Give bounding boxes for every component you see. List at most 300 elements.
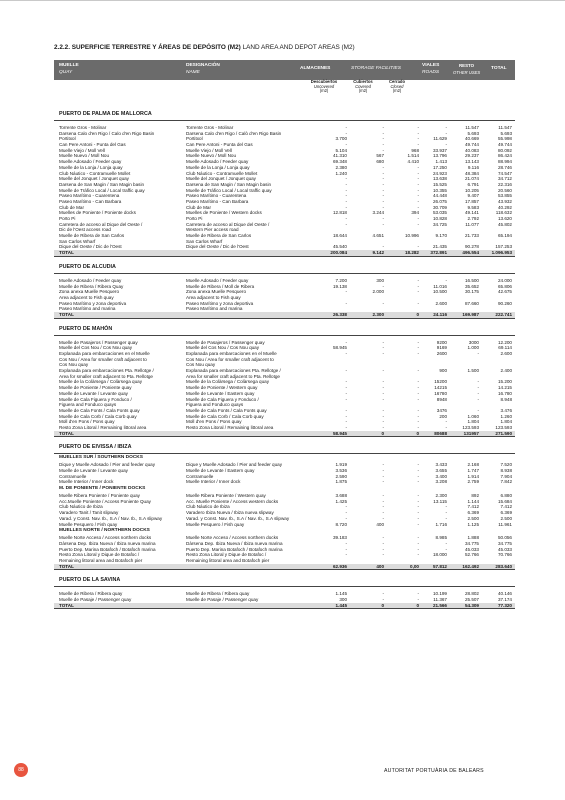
cell-muelle: Muelle de Levante / Levante quay (59, 468, 128, 473)
cell-value: - (417, 176, 419, 182)
cell-value: 9.142 (372, 250, 384, 256)
cell-muelle: Muelle de Cala Fonts / Cala Fonts quay (59, 407, 140, 413)
cell-value: 28.802 (464, 591, 479, 597)
cell-value: 49.744 (497, 142, 512, 148)
cell-value: - (417, 181, 419, 187)
cell-value: - (345, 130, 347, 136)
cell-value: - (417, 187, 419, 193)
cell-value: 45.540 (332, 244, 347, 250)
cell-value: - (382, 424, 384, 430)
cell-value: 39.183 (332, 535, 347, 541)
cell-value: 10.996 (404, 233, 419, 239)
cell-value: 8.985 (435, 535, 447, 541)
cell-value: - (417, 244, 419, 250)
cell-value: - (417, 345, 419, 351)
cell-value: 40.669 (464, 136, 479, 142)
cell-designacion: Muelle Ribera Poniente / Western quay (186, 493, 266, 499)
cell-value: 49.744 (464, 142, 479, 148)
cell-value: - (417, 462, 419, 468)
header-other-uses: OTHER USES (453, 70, 481, 75)
cell-value: 567 (376, 153, 384, 159)
cell-value: - (382, 187, 384, 193)
cell-value: - (417, 413, 419, 419)
cell-value: - (445, 515, 447, 521)
cell-value: 2.168 (467, 462, 479, 468)
cell-value: 2.380 (335, 164, 347, 170)
cell-value: - (345, 407, 347, 413)
header-name: NAME (186, 70, 200, 75)
cell-value: 1.500 (467, 368, 479, 374)
cell-value: 13.115 (433, 498, 447, 504)
cell-value: 35.652 (464, 283, 479, 289)
cell-designacion: Paseo Marítimo - Can Barbara (186, 198, 249, 204)
cell-designacion: Zona anexa Muelle Pesquero (186, 289, 247, 295)
cell-value: 7.412 (467, 504, 479, 510)
header-muelle: MUELLE (59, 63, 79, 68)
header-resto: RESTO (459, 63, 475, 68)
cell-value: - (382, 407, 384, 413)
cell-designacion: Contramuelle (186, 473, 214, 479)
cell-value: 9.407 (467, 193, 479, 199)
cell-value: 55.998 (497, 136, 512, 142)
cell-muelle: Porto Pi (59, 216, 76, 221)
cell-value: - (382, 164, 384, 170)
cell-value: - (382, 130, 384, 136)
cell-designacion: Remaining littoral area and Botafoch pier (186, 557, 270, 563)
cell-value: - (417, 204, 419, 210)
header-total: TOTAL (491, 66, 507, 71)
cell-muelle: Figuera and Fonduco quays (59, 402, 117, 408)
cell-value: - (382, 170, 384, 176)
total-row (54, 564, 515, 571)
cell-muelle: Area for smaller craft adjacent to Pta. Rellotge (59, 373, 153, 379)
cell-designacion: Muelle Nuevo / Moll Nou (186, 153, 237, 159)
table-row (54, 522, 515, 528)
cell-value: - (382, 193, 384, 199)
cell-muelle: Explanada para embarcaciones Pta. Rellotge / (59, 368, 154, 374)
cell-value: - (417, 419, 419, 425)
cell-value: 6.791 (467, 181, 479, 187)
cell-designacion: Muelle Pesquero / Fish quay (186, 521, 245, 527)
cell-muelle: Club Náutico de Ibiza (59, 504, 103, 510)
cell-designacion: Muelle de Cala Figuera y Fonduco / (186, 396, 259, 402)
cell-muelle: Muelle Viejo / Moll Vell (59, 147, 105, 153)
cell-value: 2.792 (467, 216, 479, 221)
cell-value: - (345, 142, 347, 148)
cell-designacion: Club de Mar (186, 204, 212, 210)
header-roads: ROADS (422, 70, 440, 75)
cell-designacion: Paseo Marítimo - Cuarentena (186, 193, 247, 199)
cell-value: 6.880 (500, 493, 512, 499)
cell-value: - (445, 419, 447, 425)
cell-value: - (445, 504, 447, 510)
cell-value: 69.348 (332, 159, 347, 165)
cell-muelle: Paseo Marítimo y zona deportiva (59, 300, 127, 306)
title-english: LAND AREA AND DEPOT AREAS (M2) (242, 44, 355, 51)
cell-value: - (382, 351, 384, 356)
cell-muelle: Muelle del Cos Nou / Cos Nou quay (59, 345, 133, 351)
cell-value: - (345, 390, 347, 396)
cell-designacion: Resto Zona Litoral y Dique de Botafoc / (186, 552, 267, 558)
cell-muelle: Paseo Marítimo - Can Barbara (59, 198, 122, 204)
cell-value: - (382, 181, 384, 187)
cell-value: - (445, 510, 447, 516)
cell-muelle: TOTAL (59, 430, 74, 436)
cell-value: - (382, 176, 384, 182)
cell-designacion: San Carlos Wharf (186, 238, 223, 244)
subsection-title: MUELLES SUR / SOUTHERN DOCKS (59, 455, 143, 461)
cell-value: 65.194 (497, 233, 512, 239)
cell-value: - (382, 510, 384, 516)
cell-muelle: TOTAL (59, 602, 74, 608)
cell-value: 49.141 (464, 210, 479, 216)
cell-value: 15.200 (497, 379, 512, 385)
cell-value: 2.300 (435, 493, 447, 499)
cell-value: - (417, 504, 419, 510)
cell-value: - (382, 473, 384, 479)
cell-value: - (345, 181, 347, 187)
cell-value: - (417, 552, 419, 558)
total-row (54, 603, 515, 610)
cell-value: 34.775 (464, 540, 479, 546)
cell-value: 13.638 (432, 176, 447, 182)
total-row (54, 250, 515, 257)
cell-designacion: Muelle de Cala Fonts / Cala Fonts quay (186, 407, 267, 413)
cell-value: 29.237 (464, 153, 479, 159)
section-title: PUERTO DE LA SAVINA (54, 574, 515, 587)
cell-value: - (345, 221, 347, 227)
cell-value: 57.812 (432, 563, 447, 569)
cell-muelle: Muelle de Cala Corb / Cala Corb quay (59, 413, 137, 419)
cell-designacion: Western Pier access road (186, 227, 239, 233)
cell-value: - (417, 125, 419, 130)
cell-value: 8.938 (500, 468, 512, 473)
cell-value: - (345, 413, 347, 419)
cell-value: 21.435 (432, 244, 447, 250)
cell-value: - (345, 193, 347, 199)
cell-value: 157.253 (495, 244, 512, 250)
cell-value: - (417, 515, 419, 521)
cell-value: 1.413 (435, 159, 447, 165)
cell-value: 1.747 (467, 468, 479, 473)
cell-value: - (345, 510, 347, 516)
cell-muelle: Muelle de Ribera / Ribera Quay (59, 283, 124, 289)
cell-value: 40.146 (497, 591, 512, 597)
cell-designacion: Dàrsena Dep. Ibiza Nueva / Ibiza nueva marina (186, 540, 283, 546)
cell-value: 271.590 (495, 430, 512, 436)
cell-designacion: Torrente Gros - Molinar (186, 125, 234, 130)
cell-value: - (345, 289, 347, 295)
cell-value: 45.033 (497, 546, 512, 552)
cell-value: 6.369 (500, 510, 512, 516)
cell-value: 7.520 (500, 462, 512, 468)
cell-value: 123.593 (462, 424, 479, 430)
cell-muelle: Club Náutico - Contramuelle Mollet (59, 170, 131, 176)
cell-designacion: Muelle Interior / Inner dock (186, 479, 241, 485)
cell-value: 4.651 (372, 233, 384, 239)
header-storage: STORAGE FACILITIES (351, 66, 401, 71)
cell-muelle: Muelles de Poniente / Poniente docks (59, 210, 136, 216)
cell-value: - (382, 540, 384, 546)
cell-value: 37.174 (497, 597, 512, 602)
cell-value: - (382, 396, 384, 402)
cell-muelle: Explanada para embarcaciones en el Muelle (59, 351, 150, 356)
cell-muelle: Paseo Marítimo - Cuarentena (59, 193, 120, 199)
cell-value: 10.205 (464, 187, 479, 193)
cell-value: - (345, 504, 347, 510)
cell-value: 18.000 (432, 552, 447, 558)
cell-value: 1.919 (335, 462, 347, 468)
cell-value: 15.684 (497, 498, 512, 504)
page-title (54, 44, 355, 51)
cell-value: 2600 (436, 351, 447, 356)
cell-value: 45.033 (464, 546, 479, 552)
cell-value: 2.300 (372, 311, 384, 317)
cell-muelle: Muelle de la Colàrsega / Colàrsega quay (59, 379, 142, 385)
cell-value: - (345, 546, 347, 552)
cell-designacion: Explanada para embarcaciones en el Muelle (186, 351, 277, 356)
cell-value: 222.741 (495, 311, 512, 317)
cell-value: 13.620 (497, 216, 512, 221)
cell-value: - (477, 379, 479, 385)
cell-designacion: Porto Pi (186, 216, 203, 221)
cell-value: - (345, 351, 347, 356)
section-title: PUERTO DE EIVISSA / IBIZA (54, 441, 515, 454)
cell-value: 21.566 (432, 602, 447, 608)
section-title: PUERTO DE ALCUDIA (54, 261, 515, 274)
cell-value: 18.282 (404, 250, 419, 256)
cell-value: 34.712 (497, 176, 512, 182)
cell-value: 21.074 (464, 176, 479, 182)
page-number: 88 (14, 763, 28, 777)
cell-value: 1.144 (467, 498, 479, 504)
cell-muelle: Muelle Norte Acceso / Access northern docks (59, 535, 152, 541)
subheader-cerrado-es: Cerrado (388, 79, 406, 84)
cell-value: - (345, 125, 347, 130)
cell-value: 2.000 (372, 289, 384, 295)
cell-value: - (345, 198, 347, 204)
cell-designacion: Muelle Viejo / Moll Vell (186, 147, 232, 153)
cell-value: - (417, 510, 419, 516)
cell-designacion: Paseo Marítimo and marina (186, 306, 243, 312)
cell-muelle: Puerto Dep. Marina Botafoch / Botafoch marina (59, 546, 156, 552)
cell-value: - (417, 597, 419, 602)
cell-designacion: Varadero Ibiza Nueva / Ibiza nueva slipway (186, 510, 274, 516)
cell-value: - (382, 413, 384, 419)
cell-value: - (345, 552, 347, 558)
cell-value: - (345, 385, 347, 391)
cell-muelle: Club de Mar (59, 204, 85, 210)
cell-value: 162.492 (462, 563, 479, 569)
cell-designacion: Muelle de Ribera / Ribera quay (186, 591, 250, 597)
subsection-title: M. DE PONIENTE / PONIENTE DOCKS (59, 486, 146, 492)
cell-value: - (417, 535, 419, 541)
cell-value: - (417, 498, 419, 504)
cell-value: - (382, 419, 384, 425)
cell-muelle: Muelle de Levante / Levante quay (59, 390, 128, 396)
cell-value: - (345, 368, 347, 374)
total-row (54, 431, 515, 438)
cell-muelle: Can Pere Antoni - Punta del Gas (59, 142, 126, 148)
cell-value: 11.016 (433, 283, 447, 289)
cell-muelle: Acc.Muelle Poniente / Access Poniente Quay (59, 498, 151, 504)
cell-value: 5.104 (335, 147, 347, 153)
cell-value: 118.632 (495, 210, 512, 216)
cell-value: 1.804 (500, 419, 512, 425)
cell-value: - (382, 504, 384, 510)
cell-value: 3.536 (335, 468, 347, 473)
header-designacion: DESIGNACIÓN (186, 63, 220, 68)
cell-muelle: Resto Zona Litoral y Dique de Botafoc / (59, 552, 140, 558)
cell-value: 200 (439, 413, 447, 419)
cell-value: 14.215 (497, 385, 512, 391)
cell-value: - (382, 339, 384, 345)
cell-value: - (382, 379, 384, 385)
cell-muelle: Moll d'en Pons / Pons quay (59, 419, 115, 425)
cell-value: - (417, 407, 419, 413)
cell-value: - (345, 204, 347, 210)
title-bold: 2.2.2. SUPERFICIE TERRESTRE Y ÁREAS DE DEPÓSITO (M2) (54, 44, 241, 51)
cell-muelle: Zona anexa Muelle Pesquero (59, 289, 120, 295)
cell-designacion: Darsena Calo d'en Rigo / Calò d'en Rigo Basin (186, 130, 282, 136)
cell-value: - (417, 289, 419, 295)
cell-value: 1.260 (500, 413, 512, 419)
header-quay: QUAY (59, 70, 73, 75)
cell-value: 1.914 (467, 473, 479, 479)
cell-value: 40.083 (464, 147, 479, 153)
cell-value: 283.640 (495, 563, 512, 569)
cell-designacion: Acc. Muelle Poniente / Access western docks (186, 498, 279, 504)
cell-designacion: Muelle del Jonquet / Jonquet quay (186, 176, 256, 182)
cell-value: 9.116 (467, 164, 479, 170)
cell-value: 16.500 (464, 277, 479, 283)
cell-value: 26.338 (332, 311, 347, 317)
cell-value: 17.857 (464, 198, 479, 204)
subheader-m2-c: (m2) (392, 88, 402, 94)
cell-value: 0 (416, 311, 419, 317)
cell-value: - (345, 187, 347, 193)
cell-designacion: Can Pere Antoni - Punta del Gas (186, 142, 253, 148)
cell-value: 86.424 (497, 153, 512, 159)
cell-designacion: Dique y Muelle Adosado / Pier and feeder quay (186, 462, 283, 468)
cell-value: - (345, 379, 347, 385)
cell-value: 3.433 (435, 462, 447, 468)
cell-value: 17.250 (432, 164, 447, 170)
cell-value: 16.780 (497, 390, 512, 396)
cell-value: - (382, 300, 384, 306)
cell-value: 33.937 (432, 147, 447, 153)
cell-value: 892 (471, 493, 479, 499)
cell-value: 10.500 (432, 289, 447, 295)
cell-muelle: Remaining littoral area and Botafoch pier (59, 557, 143, 563)
cell-designacion: Muelles de Poniente / Western docks (186, 210, 262, 216)
cell-value: 53.855 (497, 193, 512, 199)
cell-value: 9.170 (435, 233, 447, 239)
cell-value: 80688 (434, 430, 447, 436)
cell-value: - (445, 130, 447, 136)
cell-designacion: Moll d'en Pons / Pons quay (186, 419, 242, 425)
cell-value: 2.759 (467, 479, 479, 485)
cell-value: 15.525 (432, 181, 447, 187)
cell-value: - (382, 125, 384, 130)
subheader-m2-a: (m2) (319, 88, 329, 94)
cell-value: - (417, 130, 419, 136)
cell-muelle: Muelle Pesquero / Fish quay (59, 521, 118, 527)
cell-value: 400 (376, 521, 384, 527)
cell-value: - (382, 244, 384, 250)
cell-value: - (417, 283, 419, 289)
subheader-uncovered: Uncovered (313, 83, 335, 89)
cell-designacion: Cos Nou quay (186, 362, 216, 368)
subheader-cubiertos-es: Cubiertos (353, 79, 373, 84)
cell-value: 90.278 (464, 244, 479, 250)
cell-value: - (382, 479, 384, 485)
cell-value: 8948 (436, 396, 447, 402)
cell-designacion: Darsena de San Magin / San Magin basin (186, 181, 272, 187)
cell-designacion: Area adjacent to Fish quay (186, 294, 241, 300)
cell-value: 13.143 (464, 159, 479, 165)
cell-value: 3.400 (435, 473, 447, 479)
cell-value: 1.145 (335, 591, 347, 597)
cell-value: 69.114 (498, 345, 512, 351)
cell-value: 1.060 (467, 413, 479, 419)
cell-value: 2.590 (335, 473, 347, 479)
cell-value: 9200 (436, 339, 447, 345)
cell-designacion: Muelle de Pasaje / Passenger quay (186, 597, 259, 602)
cell-muelle: Varad. y Const. Nav. Ib., S.A / Nav. Ib., S.A slipway (59, 515, 163, 521)
cell-value: - (417, 468, 419, 473)
cell-muelle: Paseo Marítimo and marina (59, 306, 116, 312)
cell-value: 8.948 (500, 396, 512, 402)
cell-value: 394 (411, 210, 419, 216)
cell-designacion: Muelle del Cos Nou / Cos Nou quay (186, 345, 260, 351)
cell-value: 2.600 (435, 300, 447, 306)
cell-value: 496.554 (462, 250, 479, 256)
cell-value: 900 (439, 368, 447, 374)
cell-muelle: Muelle Interior / Inner dock (59, 479, 114, 485)
cell-value: - (445, 142, 447, 148)
cell-value: 50.056 (497, 535, 512, 541)
cell-value: 1.514 (407, 153, 419, 159)
cell-designacion: Resto Zona Litoral / Remaining littoral area (186, 424, 274, 430)
cell-value: - (417, 221, 419, 227)
cell-value: 74.547 (497, 170, 512, 176)
cell-value: - (345, 515, 347, 521)
header-almacenes: ALMACENES (300, 66, 331, 71)
cell-value: 24.000 (497, 277, 512, 283)
cell-value: 14215 (434, 385, 447, 391)
cell-muelle: Muelle Ribera Poniente / Poniente quay (59, 493, 140, 499)
cell-value: 21.733 (464, 233, 479, 239)
cell-value: - (445, 125, 447, 130)
cell-value: 1.125 (467, 521, 479, 527)
cell-value: 0 (381, 430, 384, 436)
cell-value: 1.716 (435, 521, 447, 527)
cell-value: - (417, 136, 419, 142)
cell-value: - (382, 368, 384, 374)
cell-value: - (417, 193, 419, 199)
footer-organization: AUTORITAT PORTUÀRIA DE BALEARS (384, 768, 484, 774)
cell-value: - (417, 142, 419, 148)
cell-value: 300 (339, 597, 347, 602)
cell-value: - (445, 277, 447, 283)
cell-value: 11.547 (465, 125, 479, 130)
cell-value: 13.796 (432, 153, 447, 159)
cell-value: - (477, 407, 479, 413)
cell-value: - (417, 591, 419, 597)
subheader-cerrado (382, 80, 412, 94)
cell-value: - (417, 339, 419, 345)
